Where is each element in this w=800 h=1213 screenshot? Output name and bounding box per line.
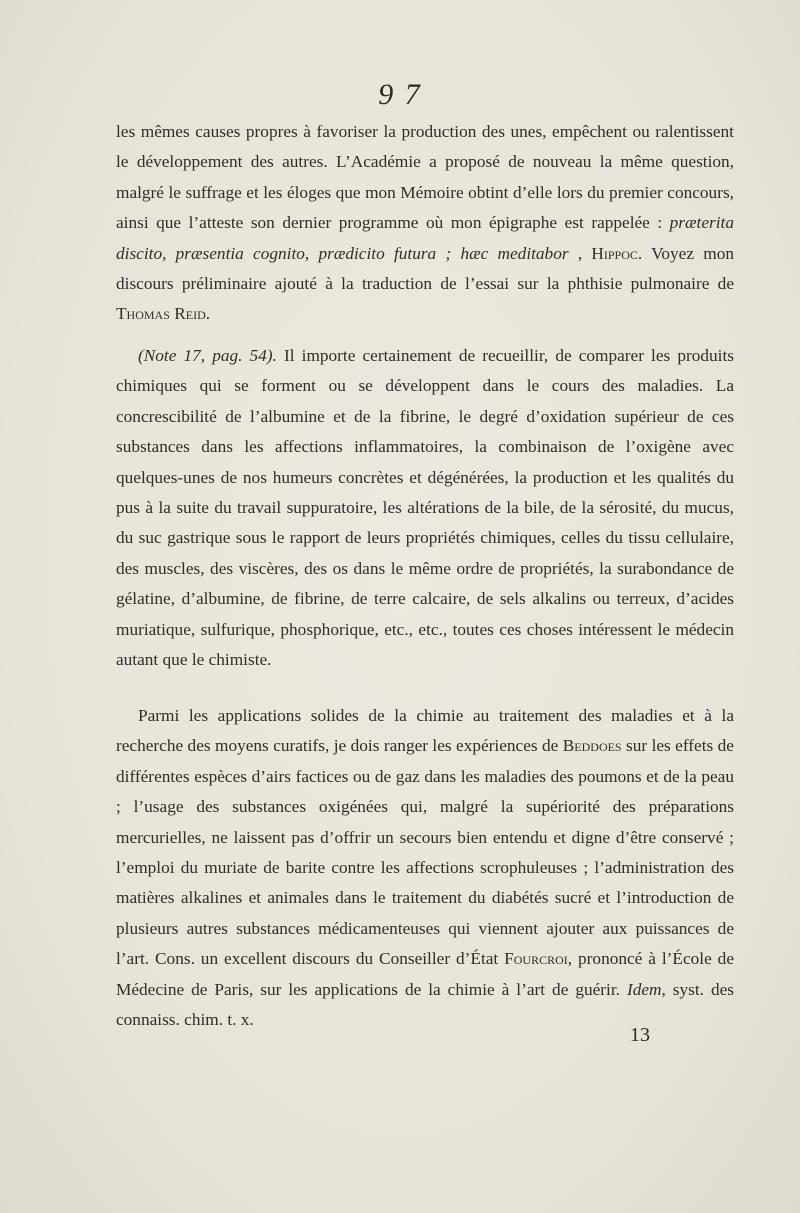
author-citation: Hippoc.	[591, 243, 643, 263]
person-name: Fourcroi	[504, 949, 568, 969]
note-reference: (Note 17, pag. 54).	[138, 346, 277, 365]
page-number: 9 7	[378, 78, 422, 111]
text: Parmi les applications solides de la chimie au traitement des maladies et à la recherche des moyens curatifs, je dois ranger les expériences de	[116, 706, 734, 756]
signature-mark: 13	[630, 1024, 650, 1046]
text: .	[205, 304, 211, 324]
latin-epigraph: præterita discito, præsentia cognito, prædicito futura ; hæc meditabor	[116, 213, 734, 263]
person-name: Beddoes	[562, 736, 622, 756]
text: Voyez mon discours préliminaire ajouté à la traduction de l’essai sur la phthisie pulmonaire de	[116, 243, 734, 294]
person-name: Thomas Reid	[116, 304, 206, 324]
text: Il importe certainement de recueillir, de comparer les produits chimiques qui se forment ou se développent dans le cours des maladies. La concrescibilité de l’albumine et de la fibrine, le degré d’oxidation supérieur de ces substances dans les affections inflammatoires, la combinaison de l’oxigène avec quelques-unes de nos humeurs concrètes et dégénérées, la production et les qualités du pus à la suite du travail suppuratoire, les altérations de la bile, de la sérosité, du mucus, du suc gastrique sous le rapport de leurs propriétés chimiques, celles du tissu cellulaire, des muscles, des viscères, des os dans le même ordre de propriétés, la surabondance de gélatine, d’albumine, de fibrine, de terre calcaire, de sels alkalins ou terreux, d’acides muriatique, sulfurique, phosphorique, etc., etc., toutes ces choses intéressent le médecin autant que le chimiste.	[116, 346, 734, 670]
text: , prononcé à l’École de Médecine de Paris, sur les applications de la chimie à l’art de guérir.	[116, 949, 734, 999]
paragraph-continued	[116, 117, 734, 330]
text: ,	[568, 243, 592, 263]
text: , syst. des connaiss. chim. t. x.	[116, 979, 734, 1030]
text: les mêmes causes propres à favoriser la production des unes, empêchent ou ralentissent le développement des autres. L’Académie a proposé de nouveau la même question, malgré le suffrage et les éloges que mon Mémoire obtint d’elle lors du premier concours, ainsi que l’atteste son dernier programme où mon épigraphe est rappelée :	[116, 122, 734, 233]
paragraph-note	[116, 341, 734, 675]
citation-idem: Idem	[626, 979, 662, 999]
text: sur les effets de différentes espèces d’airs factices ou de gaz dans les maladies des poumons et de la peau ; l’usage des substances oxigénées qui, malgré la supériorité des préparations mercurielles, ne laissent pas d’offrir un secours bien entendu et digne d’être conservé ; l’emploi du muriate de barite contre les affections scrophuleuses ; l’administration des matières alkalines et animales dans le traitement du diabétés sucré et l’introduction de plusieurs autres substances médicamenteuses qui viennent ajouter aux puissances de l’art. Cons. un excellent discours du Conseiller d’État	[116, 736, 734, 969]
paragraph	[116, 701, 734, 1035]
